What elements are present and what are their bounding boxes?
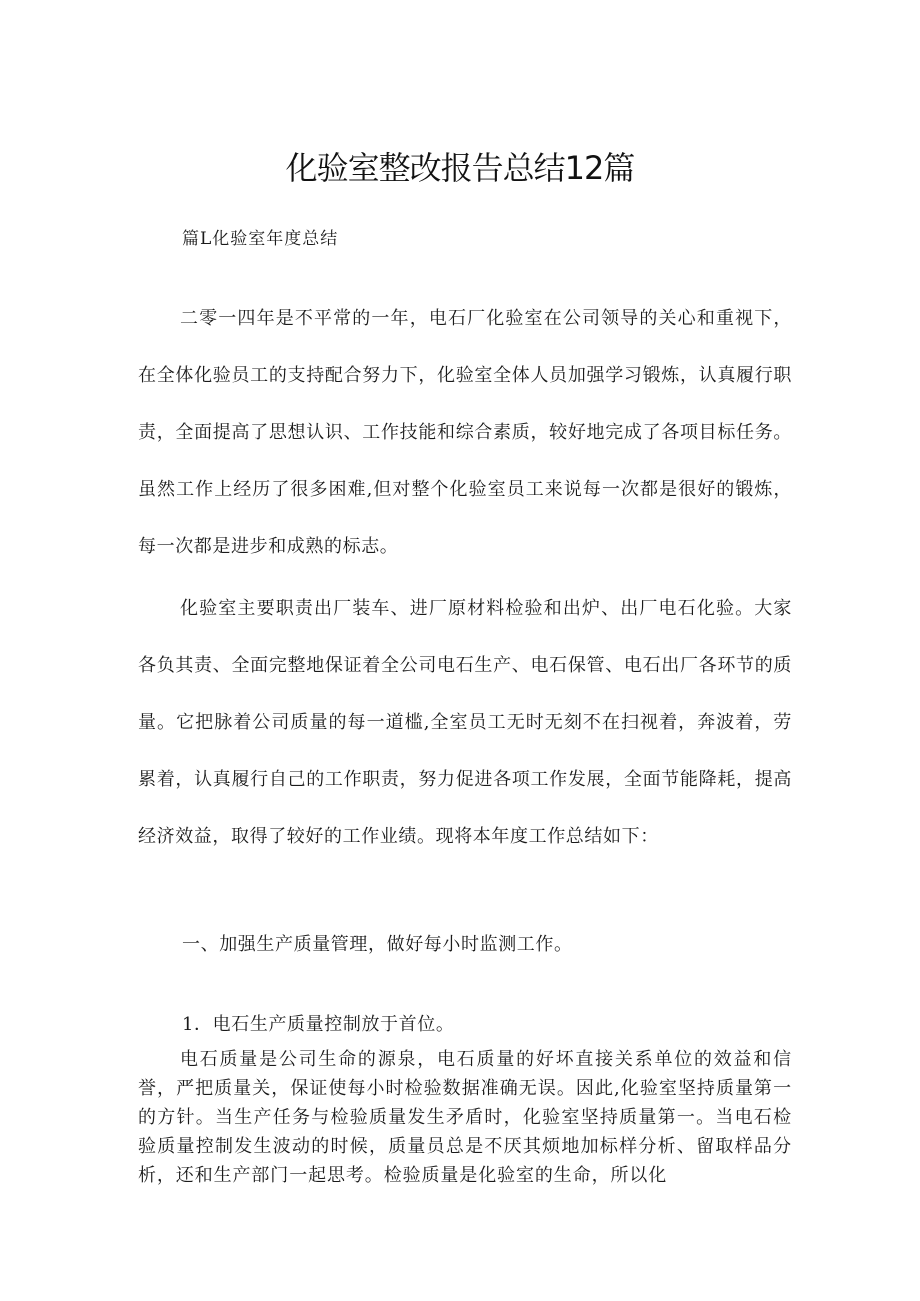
paragraph-3: 电石质量是公司生命的源泉，电石质量的好坏直接关系单位的效益和信誉，严把质量关，保证使每小时检验数据准确无误。因此,化验室坚持质量第一的方针。当生产任务与检验质量发生矛盾时，化验室坚持质量第一。当电石检验质量控制发生波动的时候，质量员总是不厌其烦地加标样分析、留取样品分析，还和生产部门一起思考。检验质量是化验室的生命，所以化	[138, 1049, 792, 1186]
heading-quality-management: 一、加强生产质量管理，做好每小时监测工作。	[182, 934, 573, 955]
heading-quality-control: 1．电石生产质量控制放于首位。	[182, 1014, 455, 1035]
section-title: 篇L化验室年度总结	[182, 229, 339, 249]
document-title: 化验室整改报告总结12篇	[285, 149, 635, 187]
paragraph-2: 化验室主要职责出厂装车、进厂原材料检验和出炉、出厂电石化验。大家各负其责、全面完整地保证着全公司电石生产、电石保管、电石出厂各环节的质量。它把脉着公司质量的每一道槛,全室员工无时无刻不在扫视着，奔波着，劳累着，认真履行自己的工作职责，努力促进各项工作发展，全面节能降耗，提高经济效益，取得了较好的工作业绩。现将本年度工作总结如下：	[138, 598, 792, 847]
paragraph-1: 二零一四年是不平常的一年，电石厂化验室在公司领导的关心和重视下，在全体化验员工的支持配合努力下，化验室全体人员加强学习锻炼，认真履行职责，全面提高了思想认识、工作技能和综合素质，较好地完成了各项目标任务。虽然工作上经历了很多困难,但对整个化验室员工来说每一次都是很好的锻炼，每一次都是进步和成熟的标志。	[138, 308, 792, 557]
